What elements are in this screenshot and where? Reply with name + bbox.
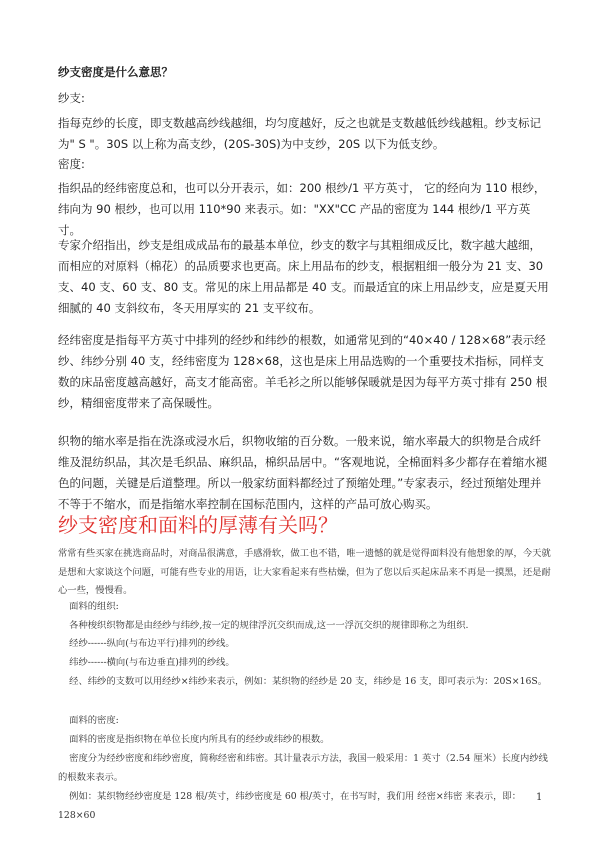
shrinkage-paragraph: 织物的缩水率是指在洗涤或浸水后，织物收缩的百分数。一般来说，缩水率最大的织物是合成纤维及混纺织品，其次是毛织品、麻织品，棉织品居中。“客观地说，全棉面料多少都存在着缩水褪色的问题，关键是后道整理。所以一般家纺面料都经过了预缩处理。”专家表示，经过预缩处理并不等于不缩水，而是指缩水率控制在国标范围内，这样的产品可放心购买。 bbox=[58, 434, 547, 511]
yarn-count-example: 经、纬纱的支数可以用经纱×纬纱来表示，例如：某织物的经纱是 20 支，纬纱是 16 支，即可表示为：20S×16S。 bbox=[69, 676, 548, 687]
density-example-paragraph: 例如：某织物经纱密度是 128 根/英寸，纬纱密度是 60 根/英寸，在书写时，我们用 经密×纬密 来表示，即：128×60 bbox=[58, 791, 521, 821]
expert-paragraph: 专家介绍指出，纱支是组成成品布的最基本单位，纱支的数字与其粗细成反比，数字越大越细，而相应的对原料（棉花）的品质要求也更高。床上用品布的纱支，根据粗细一般分为 21 支、30 支、40 支、60 支、80 支。常见的床上用品都是 40 支。而最适宜的床上用品纱支，应是夏天用细腻的 40 支斜纹布，冬天用厚实的 21 支平纹布。 bbox=[58, 238, 549, 315]
fabric-organization-definition: 各种梭织织物都是由经纱与纬纱,按一定的规律浮沉交织而成,这一一浮沉交织的规律即称之为组织. bbox=[69, 620, 469, 631]
warp-weft-density-paragraph: 经纬密度是指每平方英寸中排列的经纱和纬纱的根数，如通常见到的“40×40 / 128×68”表示经纱、纬纱分别 40 支，经纬密度为 128×68，这也是床上用品选购的一个重要技术指标，同样支数的床品密度越高越好，高支才能高密。羊毛衫之所以能够保暖就是因为每平方英寸排有 250 根纱，精细密度带来了高保暖性。 bbox=[58, 333, 548, 410]
section2-heading: 纱支密度和面料的厚薄有关吗？ bbox=[58, 513, 338, 537]
fabric-organization-label: 面料的组织: bbox=[69, 601, 119, 612]
warp-yarn-line: 经纱------纵向(与布边平行)排列的纱线。 bbox=[69, 638, 235, 649]
section1-title: 纱支密度是什么意思？ bbox=[58, 65, 173, 79]
page-number: 1 bbox=[536, 792, 543, 803]
density-label: 密度: bbox=[58, 157, 85, 171]
density-definition: 指织品的经纬密度总和，也可以分开表示，如：200 根纱/1 平方英寸， 它的经向为 110 根纱，纬向为 90 根纱，也可以用 110*90 来表示。如："XX"CC 产品的密度为 144 根纱/1 平方英寸。 bbox=[58, 181, 546, 237]
weft-yarn-line: 纬纱------横向(与布边垂直)排列的纱线。 bbox=[69, 657, 235, 668]
yarn-count-label: 纱支: bbox=[58, 91, 85, 105]
fabric-density-label: 面料的密度: bbox=[69, 715, 119, 726]
yarn-count-definition: 指每克纱的长度，即支数越高纱线越细，均匀度越好，反之也就是支数越低纱线越粗。纱支标记为" S "。30S 以上称为高支纱，(20S-30S)为中支纱，20S 以下为低支纱。 bbox=[58, 116, 541, 151]
section2-intro: 常常有些买家在挑选商品时，对商品很满意，手感滑软，做工也不错，唯一遗憾的就是觉得面料没有他想象的厚，今天就是想和大家谈这个问题，可能有些专业的用语，让大家看起来有些枯燥，但为了您以后买起床品来不再是一摸黑，还是耐心一些，慢慢看。 bbox=[58, 548, 551, 596]
fabric-density-definition: 面料的密度是指织物在单位长度内所具有的经纱或纬纱的根数。 bbox=[69, 734, 330, 745]
density-split-paragraph: 密度分为经纱密度和纬纱密度，简称经密和纬密。其计量表示方法，我国一般采用：1 英寸（2.54 厘米）长度内纱线的根数来表示。 bbox=[58, 753, 548, 783]
